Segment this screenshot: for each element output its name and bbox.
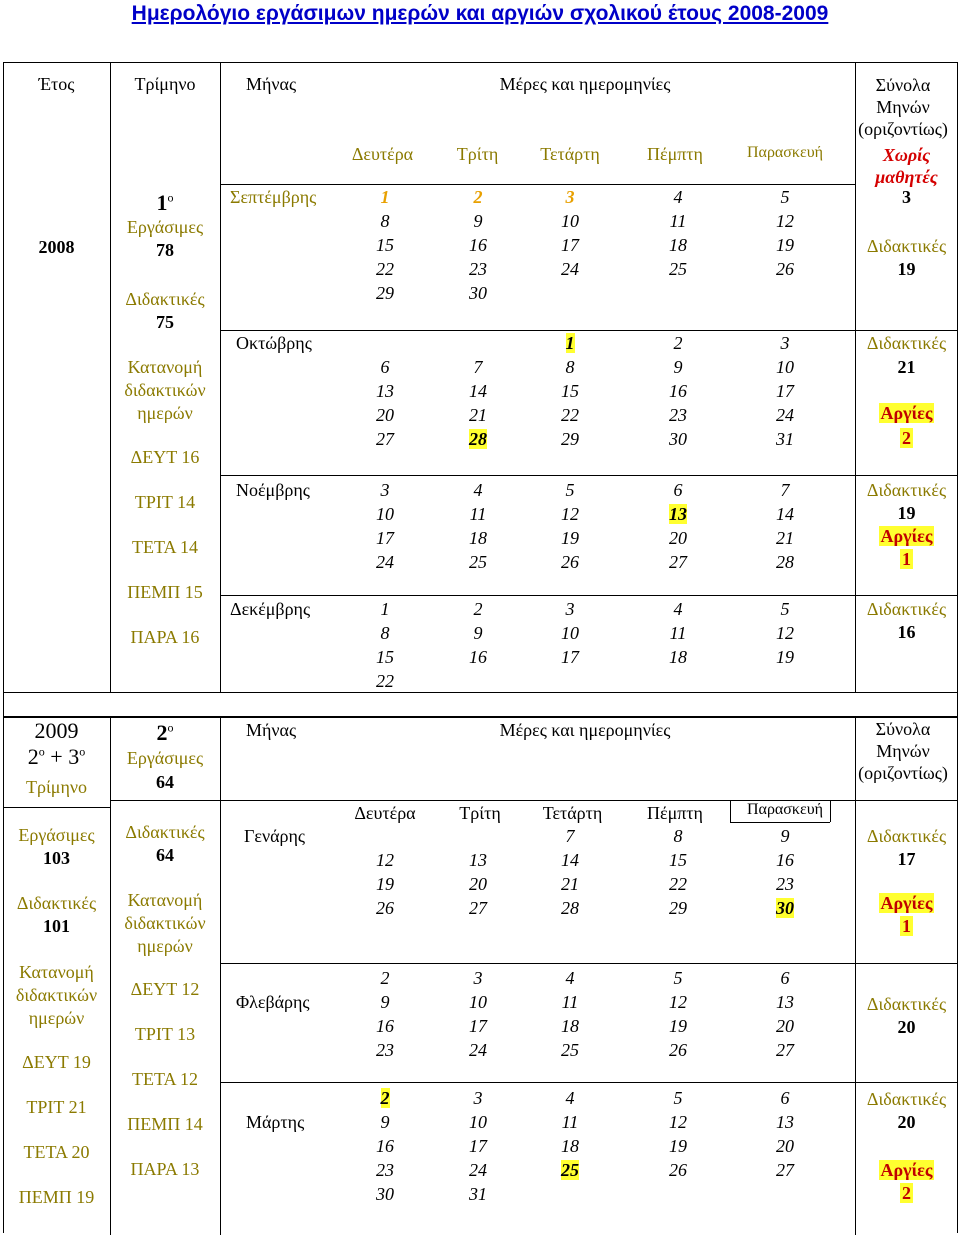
calendar-day: 21 xyxy=(561,874,579,894)
calendar-day: 16 xyxy=(469,647,487,667)
calendar-day: 23 xyxy=(469,259,487,279)
year-2008: 2008 xyxy=(38,237,75,257)
nov-holidays-label: Αργίες xyxy=(880,526,933,546)
mar-holidays: 2 xyxy=(902,1183,911,1203)
calendar-day: 13 xyxy=(376,381,394,401)
year-count-thu: ΠΕΜΠ 19 xyxy=(18,1187,95,1207)
calendar-day: 1 xyxy=(380,187,390,207)
calendar-day: 3 xyxy=(565,187,575,207)
year-2009: 2009 xyxy=(34,718,79,743)
calendar-day: 15 xyxy=(376,647,394,667)
year-teach-value: 101 xyxy=(43,916,70,936)
calendar-day: 16 xyxy=(776,850,794,870)
calendar-day: 16 xyxy=(376,1016,394,1036)
page-title: Ημερολόγιο εργάσιμων ημερών και αργιών σχολικού έτους 2008-2009 xyxy=(131,2,829,25)
weekday2-thu: Πέμπτη xyxy=(647,803,703,823)
calendar-day: 19 xyxy=(669,1136,687,1156)
distribution-label-1: Κατανομή xyxy=(127,357,203,377)
calendar-day: 28 xyxy=(469,429,487,449)
calendar-day: 27 xyxy=(376,429,394,449)
calendar-day: 20 xyxy=(469,874,487,894)
calendar-day: 17 xyxy=(561,235,579,255)
calendar-day: 4 xyxy=(473,480,483,500)
calendar-day: 18 xyxy=(561,1016,579,1036)
calendar-day: 11 xyxy=(669,211,687,231)
calendar-day: 20 xyxy=(776,1136,794,1156)
calendar-day: 24 xyxy=(469,1160,487,1180)
calendar-day: 3 xyxy=(565,599,575,619)
calendar-day: 12 xyxy=(669,992,687,1012)
calendar-day: 31 xyxy=(469,1184,487,1204)
calendar-day: 29 xyxy=(376,283,394,303)
calendar-day: 22 xyxy=(376,671,394,691)
calendar-day: 26 xyxy=(776,259,794,279)
calendar-day: 22 xyxy=(561,405,579,425)
calendar-day: 12 xyxy=(669,1112,687,1132)
calendar-day: 24 xyxy=(376,552,394,572)
calendar-day: 13 xyxy=(776,1112,794,1132)
calendar-day: 1 xyxy=(565,333,575,353)
term-header: Τρίμηνο xyxy=(134,74,196,94)
calendar-day: 14 xyxy=(469,381,487,401)
weekday-wed: Τετάρτη xyxy=(540,144,600,164)
term-1: $1^o$ xyxy=(156,190,174,215)
calendar-day: 9 xyxy=(473,211,483,231)
sep-teaching-label: Διδακτικές xyxy=(866,236,947,256)
calendar-day: 7 xyxy=(473,357,483,377)
mar-teaching-label: Διδακτικές xyxy=(866,1089,947,1109)
term2-teach-label: Διδακτικές xyxy=(125,822,205,842)
calendar-day: 25 xyxy=(561,1040,579,1060)
terms-2-3: $2^o + 3^o$ xyxy=(27,744,86,769)
term2-dist-label-2: διδακτικών xyxy=(124,913,206,933)
year-header: Έτος xyxy=(38,74,75,94)
calendar-day: 21 xyxy=(776,528,794,548)
calendar-day: 14 xyxy=(776,504,794,524)
calendar-day: 9 xyxy=(380,992,390,1012)
calendar-day: 18 xyxy=(669,235,687,255)
calendar-day: 9 xyxy=(380,1112,390,1132)
calendar-day: 23 xyxy=(776,874,794,894)
weekday2-wed: Τετάρτη xyxy=(542,803,603,823)
calendar-day: 21 xyxy=(469,405,487,425)
year-teach-label: Διδακτικές xyxy=(16,893,97,913)
calendar-day: 5 xyxy=(780,599,790,619)
jan-teaching-label: Διδακτικές xyxy=(866,826,947,846)
calendar-day: 24 xyxy=(469,1040,487,1060)
calendar-day: 28 xyxy=(776,552,794,572)
weekday2-tue: Τρίτη xyxy=(459,803,501,823)
term-word: Τρίμηνο xyxy=(25,777,88,797)
month-header-2: Μήνας xyxy=(246,720,297,740)
calendar-day: 6 xyxy=(380,357,390,377)
year-work-value: 103 xyxy=(43,848,70,868)
no-students-header: Χωρίς μαθητές xyxy=(875,145,938,187)
calendar-day: 3 xyxy=(473,968,483,988)
term2-dist-label-1: Κατανομή xyxy=(127,890,203,910)
term2-count-fri: ΠΑΡΑ 13 xyxy=(130,1159,200,1179)
calendar-day: 10 xyxy=(469,992,487,1012)
calendar-day: 16 xyxy=(669,381,687,401)
calendar-day: 29 xyxy=(669,898,687,918)
workdays-label: Εργάσιμες xyxy=(126,217,204,237)
calendar-day: 12 xyxy=(776,211,794,231)
calendar-day: 17 xyxy=(469,1136,487,1156)
calendar-day: 30 xyxy=(469,283,487,303)
term2-dist-label-3: ημερών xyxy=(137,936,193,956)
calendar-day: 28 xyxy=(561,898,579,918)
calendar-day: 5 xyxy=(673,1088,683,1108)
calendar-day: 7 xyxy=(565,826,575,846)
calendar-day: 18 xyxy=(561,1136,579,1156)
calendar-day: 4 xyxy=(565,968,575,988)
distribution-label-3: ημερών xyxy=(137,403,193,423)
weekday2-fri: Παρασκευή xyxy=(747,801,823,818)
calendar-day: 3 xyxy=(380,480,390,500)
calendar-day: 24 xyxy=(776,405,794,425)
dec-teaching: 16 xyxy=(897,622,916,642)
calendar-day: 9 xyxy=(780,826,790,846)
calendar-day: 22 xyxy=(376,259,394,279)
year-count-tue: ΤΡΙΤ 21 xyxy=(26,1097,87,1117)
calendar-day: 30 xyxy=(776,898,794,918)
term2-count-mon: ΔΕΥΤ 12 xyxy=(130,979,200,999)
calendar-day: 6 xyxy=(780,1088,790,1108)
calendar-day: 17 xyxy=(561,647,579,667)
calendar-day: 10 xyxy=(776,357,794,377)
calendar-day: 20 xyxy=(376,405,394,425)
calendar-day: 13 xyxy=(669,504,687,524)
year-dist-label-1: Κατανομή xyxy=(19,962,94,982)
month-december: Δεκέμβρης xyxy=(230,599,311,619)
calendar-day: 2 xyxy=(673,333,683,353)
calendar-day: 8 xyxy=(380,623,390,643)
teaching-value: 75 xyxy=(156,312,174,332)
calendar-day: 22 xyxy=(669,874,687,894)
day-count-mon: ΔΕΥΤ 16 xyxy=(130,447,200,467)
nov-teaching-label: Διδακτικές xyxy=(866,480,947,500)
calendar-day: 11 xyxy=(469,504,487,524)
calendar-day: 23 xyxy=(376,1040,394,1060)
calendar-day: 15 xyxy=(669,850,687,870)
term2-teach-value: 64 xyxy=(156,845,174,865)
calendar-day: 6 xyxy=(673,480,683,500)
calendar-day: 19 xyxy=(776,235,794,255)
calendar-day: 16 xyxy=(376,1136,394,1156)
oct-teaching-label: Διδακτικές xyxy=(866,333,947,353)
distribution-label-2: διδακτικών xyxy=(124,380,206,400)
days-dates-header-2: Μέρες και ημερομηνίες xyxy=(499,720,671,740)
oct-teaching: 21 xyxy=(897,357,916,377)
totals-header-2: Σύνολα Μηνών (οριζοντίως) xyxy=(858,719,948,783)
day-count-thu: ΠΕΜΠ 15 xyxy=(127,582,203,602)
calendar-day: 31 xyxy=(776,429,794,449)
term2-work-label: Εργάσιμες xyxy=(126,748,204,768)
calendar-day: 15 xyxy=(376,235,394,255)
calendar-day: 27 xyxy=(776,1160,794,1180)
workdays-value: 78 xyxy=(156,240,174,260)
calendar-day: 26 xyxy=(561,552,579,572)
calendar-day: 5 xyxy=(780,187,790,207)
calendar-day: 20 xyxy=(776,1016,794,1036)
calendar-day: 26 xyxy=(669,1160,687,1180)
calendar-day: 26 xyxy=(669,1040,687,1060)
calendar-day: 17 xyxy=(376,528,394,548)
calendar-day: 7 xyxy=(780,480,790,500)
calendar-day: 25 xyxy=(669,259,687,279)
calendar-day: 8 xyxy=(565,357,575,377)
calendar-day: 4 xyxy=(565,1088,575,1108)
calendar-day: 10 xyxy=(561,211,579,231)
weekday-thu: Πέμπτη xyxy=(647,144,703,164)
year-count-mon: ΔΕΥΤ 19 xyxy=(22,1052,91,1072)
mar-holidays-label: Αργίες xyxy=(880,1160,933,1180)
jan-holidays-label: Αργίες xyxy=(880,893,933,913)
calendar-day: 8 xyxy=(673,826,683,846)
year-dist-label-3: ημερών xyxy=(28,1008,85,1028)
calendar-day: 11 xyxy=(669,623,687,643)
calendar-day: 16 xyxy=(469,235,487,255)
calendar-day: 11 xyxy=(561,992,579,1012)
year-count-wed: ΤΕΤΑ 20 xyxy=(23,1142,90,1162)
month-october: Οκτώβρης xyxy=(236,333,312,353)
calendar-day: 19 xyxy=(376,874,394,894)
term2-count-wed: ΤΕΤΑ 12 xyxy=(131,1069,199,1089)
calendar-day: 13 xyxy=(469,850,487,870)
calendar-day: 10 xyxy=(469,1112,487,1132)
weekday-tue: Τρίτη xyxy=(456,144,499,164)
sep-teaching: 19 xyxy=(897,259,916,279)
calendar-day: 29 xyxy=(561,429,579,449)
calendar-day: 15 xyxy=(561,381,579,401)
nov-teaching: 19 xyxy=(897,503,916,523)
calendar-day: 2 xyxy=(380,1088,390,1108)
calendar-day: 19 xyxy=(669,1016,687,1036)
day-count-wed: ΤΕΤΑ 14 xyxy=(131,537,199,557)
sep-no-students: 3 xyxy=(902,187,911,207)
day-count-fri: ΠΑΡΑ 16 xyxy=(130,627,200,647)
teaching-label: Διδακτικές xyxy=(125,289,205,309)
weekday-mon: Δευτέρα xyxy=(351,144,414,164)
weekday2-mon: Δευτέρα xyxy=(354,803,416,823)
term2-work-value: 64 xyxy=(156,772,174,792)
calendar-day: 10 xyxy=(376,504,394,524)
calendar-day: 4 xyxy=(673,187,683,207)
month-january: Γενάρης xyxy=(244,826,306,846)
calendar-day: 9 xyxy=(673,357,683,377)
feb-teaching-label: Διδακτικές xyxy=(866,994,947,1014)
mar-teaching: 20 xyxy=(897,1112,916,1132)
calendar-day: 6 xyxy=(780,968,790,988)
calendar-day: 13 xyxy=(776,992,794,1012)
oct-holidays: 2 xyxy=(902,428,911,448)
dec-teaching-label: Διδακτικές xyxy=(866,599,947,619)
weekday-fri: Παρασκευή xyxy=(747,144,823,161)
year-dist-label-2: διδακτικών xyxy=(15,985,98,1005)
feb-teaching: 20 xyxy=(897,1017,916,1037)
calendar-day: 25 xyxy=(561,1160,579,1180)
calendar-day: 4 xyxy=(673,599,683,619)
calendar-day: 8 xyxy=(380,211,390,231)
calendar-day: 30 xyxy=(376,1184,394,1204)
calendar-day: 10 xyxy=(561,623,579,643)
totals-header: Σύνολα Μηνών (οριζοντίως) xyxy=(858,75,948,139)
days-dates-header: Μέρες και ημερομηνίες xyxy=(499,74,671,94)
calendar-day: 27 xyxy=(669,552,687,572)
calendar-day: 25 xyxy=(469,552,487,572)
term2-count-thu: ΠΕΜΠ 14 xyxy=(127,1114,203,1134)
calendar-day: 27 xyxy=(776,1040,794,1060)
calendar-day: 5 xyxy=(565,480,575,500)
calendar-day: 2 xyxy=(473,599,483,619)
jan-teaching: 17 xyxy=(897,849,916,869)
day-count-tue: ΤΡΙΤ 14 xyxy=(134,492,196,512)
calendar-day: 1 xyxy=(380,599,390,619)
term2-count-tue: ΤΡΙΤ 13 xyxy=(134,1024,196,1044)
calendar-day: 12 xyxy=(776,623,794,643)
month-november: Νοέμβρης xyxy=(236,480,310,500)
month-march: Μάρτης xyxy=(246,1112,305,1132)
jan-holidays: 1 xyxy=(902,916,911,936)
calendar-day: 30 xyxy=(669,429,687,449)
month-header: Μήνας xyxy=(246,74,297,94)
calendar-day: 2 xyxy=(473,187,483,207)
term-2: $2^o$ xyxy=(156,720,174,745)
calendar-day: 19 xyxy=(561,528,579,548)
calendar-day: 18 xyxy=(469,528,487,548)
year-work-label: Εργάσιμες xyxy=(18,825,95,845)
calendar-day: 18 xyxy=(669,647,687,667)
calendar-day: 23 xyxy=(376,1160,394,1180)
calendar-day: 12 xyxy=(376,850,394,870)
calendar-day: 20 xyxy=(669,528,687,548)
calendar-day: 11 xyxy=(561,1112,579,1132)
month-september: Σεπτέμβρης xyxy=(230,187,317,207)
calendar-day: 19 xyxy=(776,647,794,667)
calendar-day: 3 xyxy=(473,1088,483,1108)
calendar-day: 27 xyxy=(469,898,487,918)
calendar-day: 5 xyxy=(673,968,683,988)
calendar-day: 3 xyxy=(780,333,790,353)
calendar-day: 2 xyxy=(380,968,390,988)
month-february: Φλεβάρης xyxy=(236,992,310,1012)
calendar-day: 14 xyxy=(561,850,579,870)
calendar-day: 17 xyxy=(776,381,794,401)
nov-holidays: 1 xyxy=(902,549,911,569)
calendar-day: 17 xyxy=(469,1016,487,1036)
calendar-day: 9 xyxy=(473,623,483,643)
calendar-day: 26 xyxy=(376,898,394,918)
calendar-day: 24 xyxy=(561,259,579,279)
calendar-day: 23 xyxy=(669,405,687,425)
calendar-day: 12 xyxy=(561,504,579,524)
oct-holidays-label: Αργίες xyxy=(880,403,933,423)
